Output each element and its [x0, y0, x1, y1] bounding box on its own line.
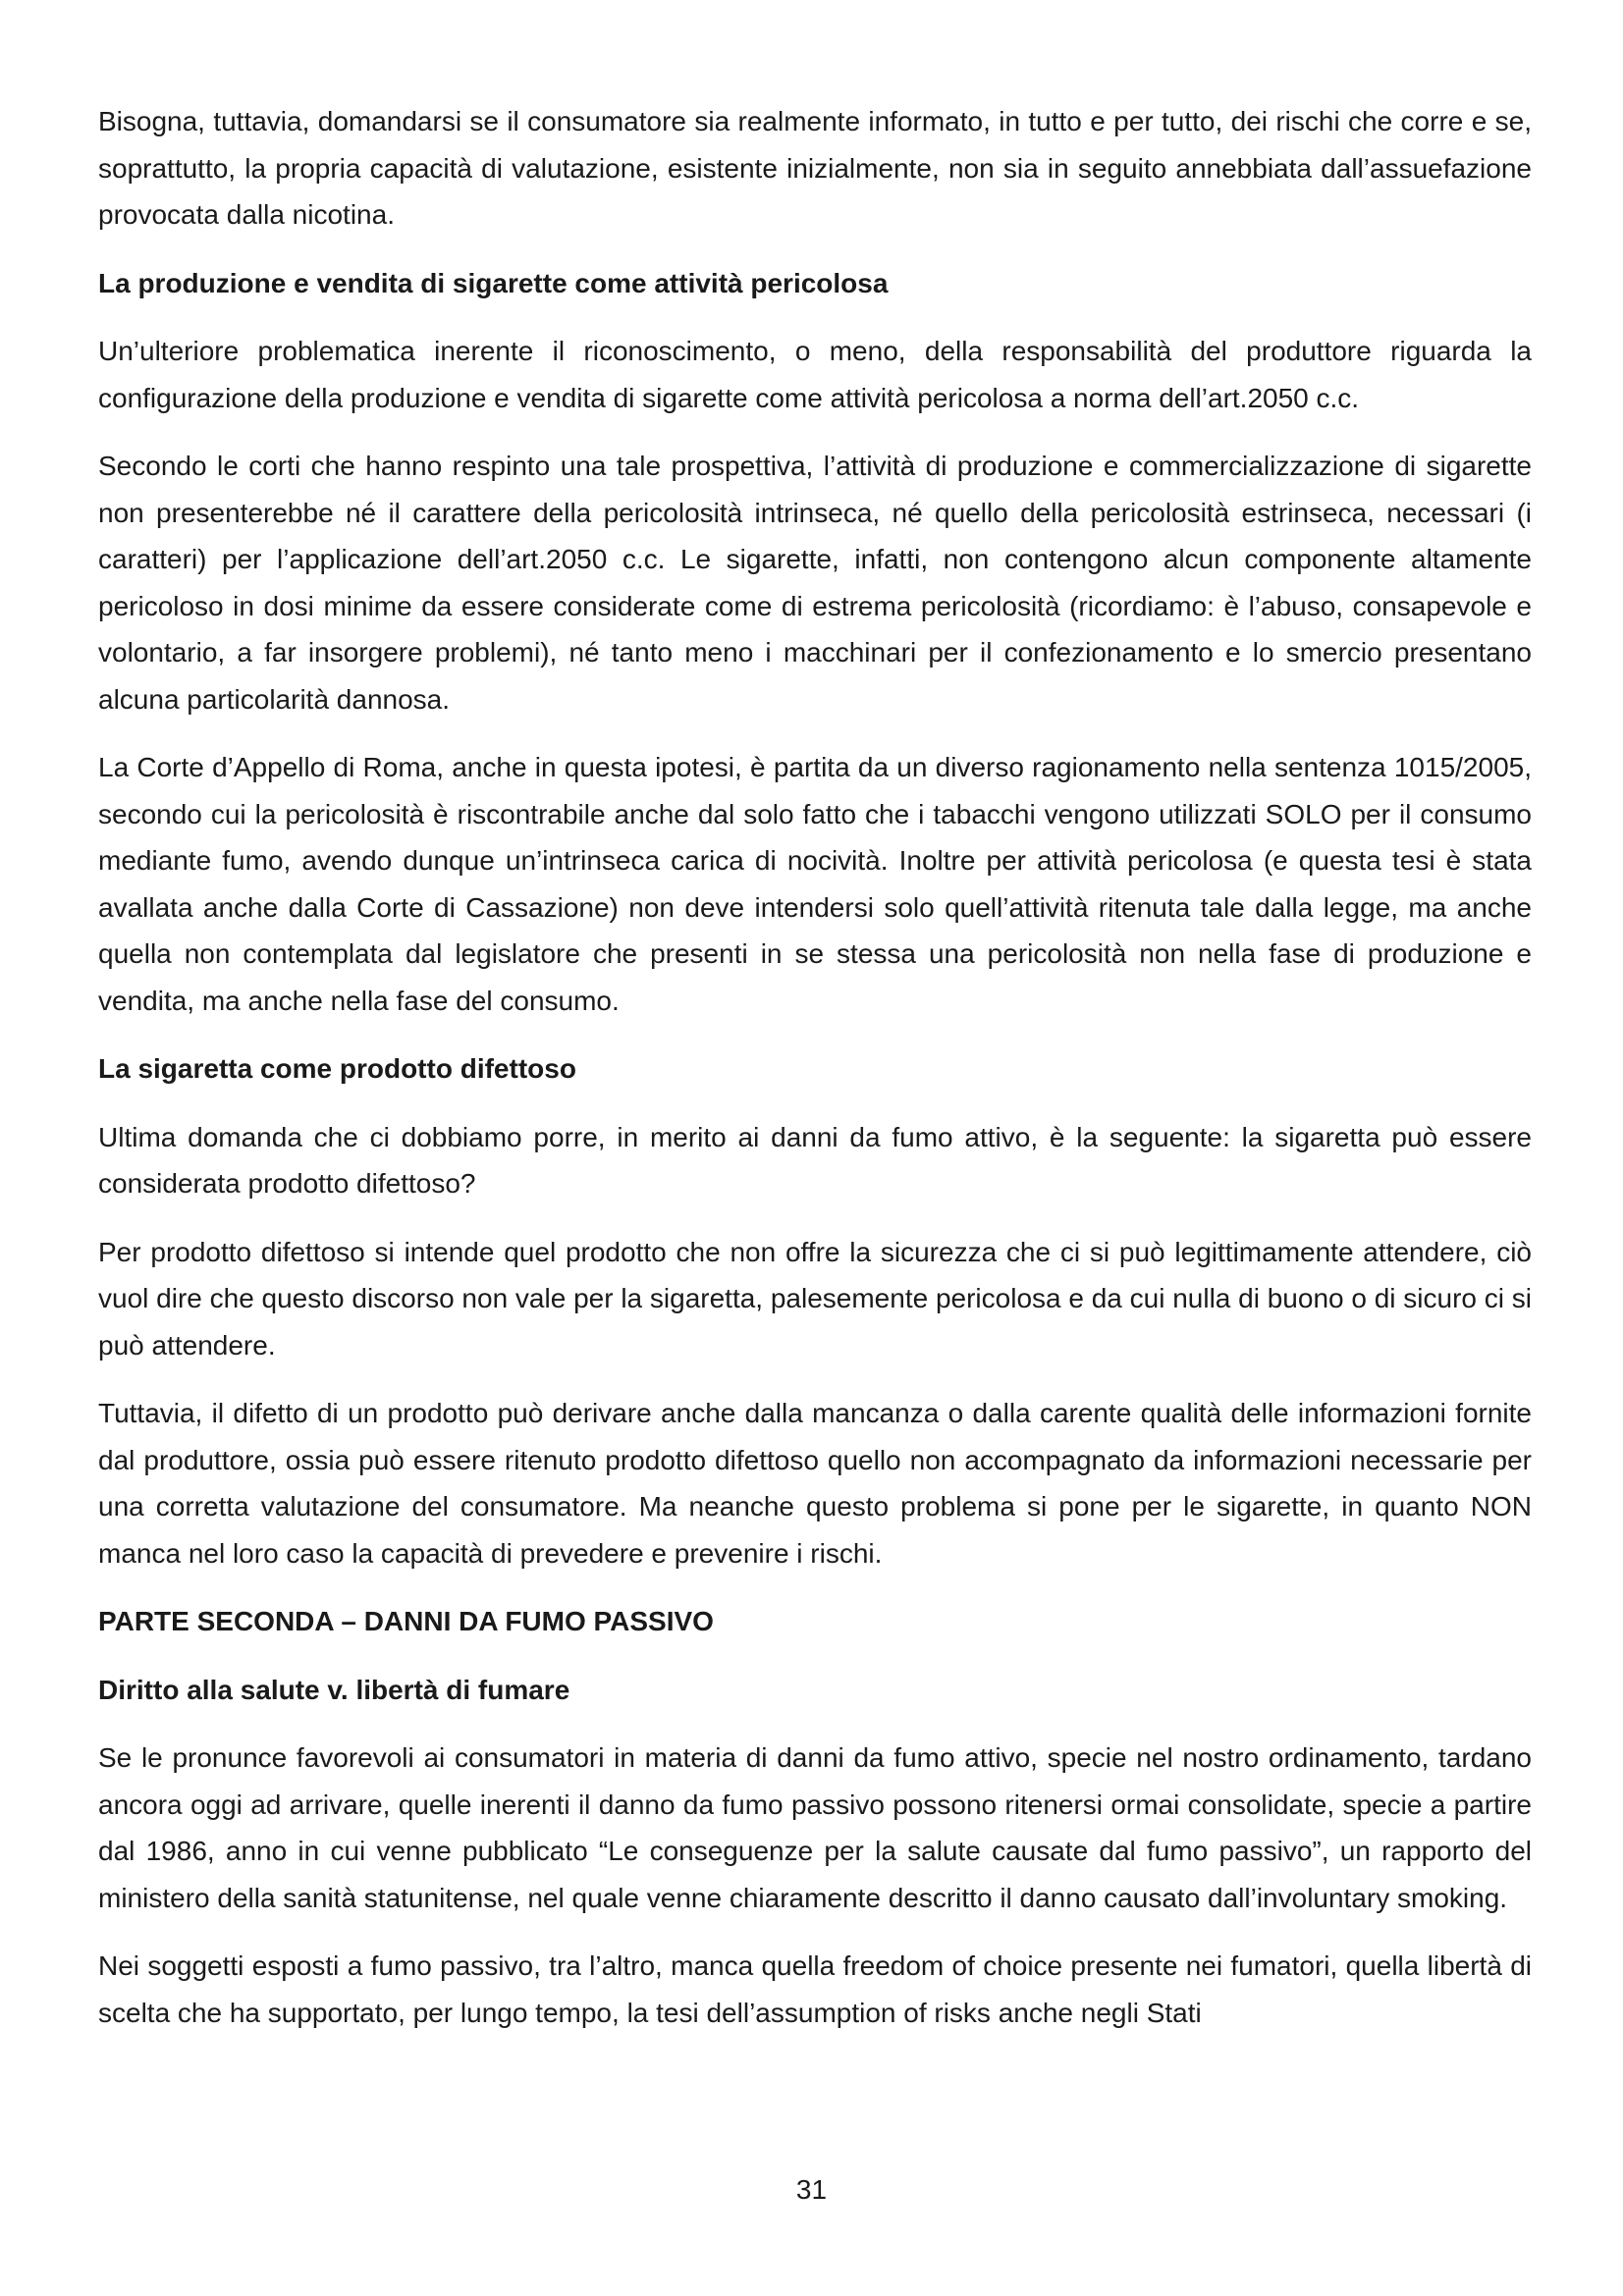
paragraph: Bisogna, tuttavia, domandarsi se il consumatore sia realmente informato, in tutto e per tutto, dei rischi che corre e se, soprattutto, la propria capacità di valutazione, esistente inizialmente, non sia in seguito annebbiata dall’assuefazione provocata dalla nicotina. — [98, 106, 1532, 230]
paragraph: Nei soggetti esposti a fumo passivo, tra l’altro, manca quella freedom of choice presente nei fumatori, quella libertà di scelta che ha supportato, per lungo tempo, la tesi dell’assumption of risks anche negli Stati — [98, 1950, 1532, 2028]
paragraph: Tuttavia, il difetto di un prodotto può derivare anche dalla mancanza o dalla carente qualità delle informazioni fornite dal produttore, ossia può essere ritenuto prodotto difettoso quello non accompagnato da informazioni necessarie per una corretta valutazione del consumatore. Ma neanche questo problema si pone per le sigarette, in quanto NON manca nel loro caso la capacità di prevedere e prevenire i rischi. — [98, 1398, 1532, 1569]
paragraph: La Corte d’Appello di Roma, anche in questa ipotesi, è partita da un diverso ragionamento nella sentenza 1015/2005, secondo cui la pericolosità è riscontrabile anche dal solo fatto che i tabacchi vengono utilizzati SOLO per il consumo mediante fumo, avendo dunque un’intrinseca carica di nocività. Inoltre per attività pericolosa (e questa tesi è stata avallata anche dalla Corte di Cassazione) non deve intendersi solo quell’attività ritenuta tale dalla legge, ma anche quella non contemplata dal legislatore che presenti in se stessa una pericolosità non nella fase di produzione e vendita, ma anche nella fase del consumo. — [98, 752, 1532, 1016]
document-body — [98, 98, 1532, 2057]
paragraph: Ultima domanda che ci dobbiamo porre, in merito ai danni da fumo attivo, è la seguente: la sigaretta può essere considerata prodotto difettoso? — [98, 1121, 1532, 1199]
part-heading: PARTE SECONDA – DANNI DA FUMO PASSIVO — [98, 1606, 714, 1636]
section-heading: La produzione e vendita di sigarette come attività pericolosa — [98, 267, 889, 298]
paragraph: Per prodotto difettoso si intende quel prodotto che non offre la sicurezza che ci si può legittimamente attendere, ciò vuol dire che questo discorso non vale per la sigaretta, palesemente pericolosa e da cui nulla di buono o di sicuro ci si può attendere. — [98, 1236, 1532, 1361]
page-number: 31 — [795, 2174, 828, 2205]
paragraph: Secondo le corti che hanno respinto una tale prospettiva, l’attività di produzione e commercializzazione di sigarette non presenterebbe né il carattere della pericolosità intrinseca, né quello della pericolosità estrinseca, necessari (i caratteri) per l’applicazione dell’art.2050 c.c. Le sigarette, infatti, non contengono alcun componente altamente pericoloso in dosi minime da essere considerate come di estrema pericolosità (ricordiamo: è l’abuso, consapevole e volontario, a far insorgere problemi), né tanto meno i macchinari per il confezionamento e lo smercio presentano alcuna particolarità dannosa. — [98, 451, 1532, 715]
paragraph: Se le pronunce favorevoli ai consumatori in materia di danni da fumo attivo, specie nel nostro ordinamento, tardano ancora oggi ad arrivare, quelle inerenti il danno da fumo passivo possono ritenersi ormai consolidate, specie a partire dal 1986, anno in cui venne pubblicato “Le conseguenze per la salute causate dal fumo passivo”, un rapporto del ministero della sanità statunitense, nel quale venne chiaramente descritto il danno causato dall’involuntary smoking. — [98, 1742, 1532, 1913]
section-heading: Diritto alla salute v. libertà di fumare — [98, 1674, 570, 1705]
section-heading: La sigaretta come prodotto difettoso — [98, 1053, 576, 1084]
paragraph: Un’ulteriore problematica inerente il riconoscimento, o meno, della responsabilità del produttore riguarda la configurazione della produzione e vendita di sigarette come attività pericolosa a norma dell’art.2050 c.c. — [98, 336, 1532, 413]
